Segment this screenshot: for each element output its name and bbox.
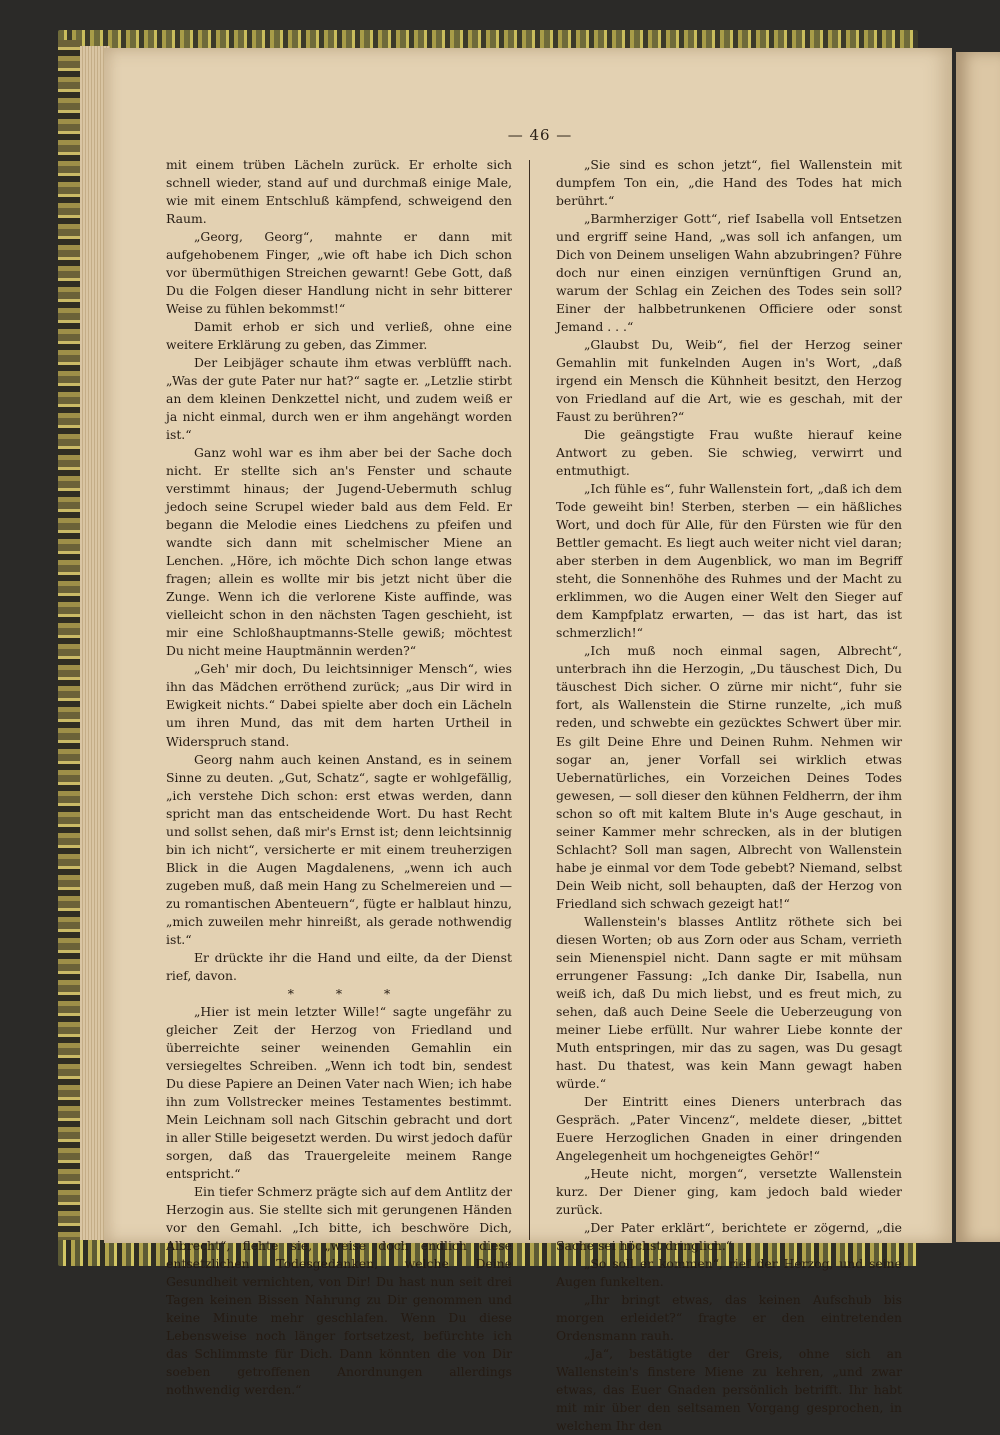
page-number-text: — 46 —	[507, 126, 573, 144]
paragraph: „Der Pater erklärt“, berichtete er zögernd, „die Sache sei höchst dringlich.“	[556, 1219, 902, 1253]
paragraph: „Geh' mir doch, Du leichtsinniger Mensch“, wies ihn das Mädchen erröthend zurück; „aus Dir wird in Ewigkeit nichts.“ Dabei spielte aber doch ein Lächeln um ihren Mund, das mit dem harten Urtheil in Widerspruch stand.	[166, 661, 512, 749]
paragraph: Damit erhob er sich und verließ, ohne eine weitere Erklärung zu geben, das Zimmer.	[166, 319, 512, 353]
paragraph: „Ich muß noch einmal sagen, Albrecht“, unterbrach ihn die Herzogin, „Du täuschest Dich, Du täuschest Dich sicher. O zürne mir nicht“, fuhr sie fort, als Wallenstein die Stirne runzelte, „ich muß reden, und schwebte ein gezücktes Schwert über mir. Es gilt Deine Ehre und Deinen Ruhm. Nehmen wir sogar an, jener Vorfall sei wirklich etwas Uebernatürliches, ein Vorzeichen Deines Todes gewesen, — soll dieser den kühnen Feldherrn, der ihm schon so oft mit kaltem Blute in's Auge geschaut, in seiner Kammer mehr schrecken, als in der blutigen Schlacht? Soll man sagen, Albrecht von Wallenstein habe je einmal vor dem Tode gebebt? Niemand, selbst Dein Weib nicht, soll behaupten, daß der Herzog von Friedland sich schwach gezeigt hat!“	[556, 643, 902, 911]
paragraph: Ein tiefer Schmerz prägte sich auf dem Antlitz der Herzogin aus. Sie stellte sich mit gerungenen Händen vor den Gemahl. „Ich bitte, ich beschwöre Dich, Albrecht“, flehte sie, „weise doch endlich diese entsetzlichen Todesgedanken, welche Deine Gesundheit vernichten, von Dir! Du hast nun seit drei Tagen keinen Bissen Nahrung zu Dir genommen und keine Minute mehr geschlafen. Wenn Du diese Lebensweise noch länger fortsetzest, befürchte ich das Schlimmste für Dich. Dann könnten die von Dir soeben getroffenen Anordnungen allerdings nothwendig werden.“	[166, 1183, 512, 1398]
left-column	[166, 156, 512, 1399]
paragraph: „Georg, Georg“, mahnte er dann mit aufgehobenem Finger, „wie oft habe ich Dich schon vor übermüthigen Streichen gewarnt! Gebe Gott, daß Du die Folgen dieser Handlung nicht in sehr bitterer Weise zu fühlen bekommst!“	[166, 229, 512, 317]
paragraph: Wallenstein's blasses Antlitz röthete sich bei diesen Worten; ob aus Zorn oder aus Scham, verrieth sein Mienenspiel nicht. Dann sagte er mit mühsam errungener Fassung: „Ich danke Dir, Isabella, nun weiß ich, daß Du mich liebst, und es freut mich, zu sehen, daß auch Deine Seele die Ueberzeugung von meiner Liebe erfüllt. Nur wahrer Liebe konnte der Muth entspringen, mir das zu sagen, was Du gesagt hast. Du thatest, was kein Mann gewagt haben würde.“	[556, 913, 902, 1091]
right-column	[556, 156, 902, 1435]
paragraph: „Barmherziger Gott“, rief Isabella voll Entsetzen und ergriff seine Hand, „was soll ich anfangen, um Dich von Deinem unseligen Wahn abzubringen? Führe doch nur einen einzigen vernünftigen Grund an, warum der Schlag ein Zeichen des Todes sein soll? Einer der halbbetrunkenen Officiere oder sonst Jemand . . .“	[556, 211, 902, 335]
paragraph: Er drückte ihr die Hand und eilte, da der Dienst rief, davon.	[166, 949, 512, 983]
paragraph: Die geängstigte Frau wußte hierauf keine Antwort zu geben. Sie schwieg, verwirrt und entmuthigt.	[556, 427, 902, 479]
facing-page-edge	[956, 52, 1000, 1242]
book-spine	[58, 40, 82, 1255]
column-divider	[529, 160, 530, 1240]
paragraph: „Ihr bringt etwas, das keinen Aufschub bis morgen erleidet?“ fragte er den eintretenden Ordensmann rauh.	[556, 1291, 902, 1344]
section-break: * * *	[287, 985, 391, 1001]
paragraph: Georg nahm auch keinen Anstand, es in seinem Sinne zu deuten. „Gut, Schatz“, sagte er wohlgefällig, „ich verstehe Dich schon: erst etwas werden, dann spricht man das entscheidende Wort. Du hast Recht und sollst sehen, daß mir's Ernst ist; denn leichtsinnig bin ich nicht“, versicherte er mit einem treuherzigen Blick in die Augen Magdalenens, „wenn ich auch zugeben muß, daß mein Hang zu Schelmereien und — zu romantischen Abenteuern“, fügte er halblaut hinzu, „mich zuweilen mehr hinreißt, als gerade nothwendig ist.“	[166, 751, 512, 947]
page-number	[104, 126, 952, 144]
paragraph: „Hier ist mein letzter Wille!“ sagte ungefähr zu gleicher Zeit der Herzog von Friedland und überreichte seiner weinenden Gemahlin ein versiegeltes Schreiben. „Wenn ich todt bin, sendest Du diese Papiere an Deinen Vater nach Wien; ich habe ihn zum Vollstrecker meines Testamentes bestimmt. Mein Leichnam soll nach Gitschin gebracht und dort in aller Stille beigesetzt werden. Du wirst jedoch dafür sorgen, daß das Trauergeleite meinem Range entspricht.“	[166, 1003, 512, 1181]
paragraph: „Glaubst Du, Weib“, fiel der Herzog seiner Gemahlin mit funkelnden Augen in's Wort, „daß irgend ein Mensch die Kühnheit besitzt, den Herzog von Friedland auf die Art, wie es geschah, mit der Faust zu berühren?“	[556, 337, 902, 425]
paragraph: „Heute nicht, morgen“, versetzte Wallenstein kurz. Der Diener ging, kam jedoch bald wieder zurück.	[556, 1165, 902, 1217]
paragraph: „Ich fühle es“, fuhr Wallenstein fort, „daß ich dem Tode geweiht bin! Sterben, sterben — ein häßliches Wort, und doch für Alle, für den Fürsten wie für den Bettler gemacht. Es liegt auch weiter nicht viel daran; aber sterben in dem Augenblick, wo man im Begriff steht, die Sonnenhöhe des Ruhmes und der Macht zu erklimmen, wo die Augen einer Welt den Sieger auf dem Kampfplatz erwarten, — das ist hart, das ist schmerzlich!“	[556, 481, 902, 641]
paragraph: mit einem trüben Lächeln zurück. Er erholte sich schnell wieder, stand auf und durchmaß einige Male, wie mit einem Entschluß kämpfend, schweigend den Raum.	[166, 157, 512, 227]
paragraph: „Ja“, bestätigte der Greis, ohne sich an Wallenstein's finstere Miene zu kehren, „und zwar etwas, das Euer Gnaden persönlich betrifft. Ihr habt mit mir über den seltsamen Vorgang gesprochen, in welchem Ihr den	[556, 1346, 902, 1434]
paragraph: „So soll er kommen“, rief der Herzog, und seine Augen funkelten.	[556, 1255, 902, 1289]
paragraph: Ganz wohl war es ihm aber bei der Sache doch nicht. Er stellte sich an's Fenster und schaute verstimmt hinaus; der Jugend-Uebermuth schlug jedoch seine Scrupel wieder bald aus dem Feld. Er begann die Melodie eines Liedchens zu pfeifen und wandte sich dann mit schelmischer Miene an Lenchen. „Höre, ich möchte Dich schon lange etwas fragen; allein es wollte mir bis jetzt nicht über die Zunge. Wenn ich die verlorene Kiste auffinde, was vielleicht schon in den nächsten Tagen geschieht, ist mir eine Schloßhauptmanns-Stelle gewiß; möchtest Du nicht meine Hauptmännin werden?“	[166, 445, 512, 659]
paragraph: Der Leibjäger schaute ihm etwas verblüfft nach. „Was der gute Pater nur hat?“ sagte er. „Letzlie stirbt an dem kleinen Denkzettel nicht, und zudem weiß er ja nicht einmal, durch wen er ihm angehängt worden ist.“	[166, 355, 512, 443]
paragraph: Der Eintritt eines Dieners unterbrach das Gespräch. „Pater Vincenz“, meldete dieser, „bittet Euere Herzoglichen Gnaden in einer dringenden Angelegenheit um hochgeneigtes Gehör!“	[556, 1093, 902, 1163]
book-page	[104, 48, 952, 1434]
paragraph: „Sie sind es schon jetzt“, fiel Wallenstein mit dumpfem Ton ein, „die Hand des Todes hat mich berührt.“	[556, 157, 902, 209]
